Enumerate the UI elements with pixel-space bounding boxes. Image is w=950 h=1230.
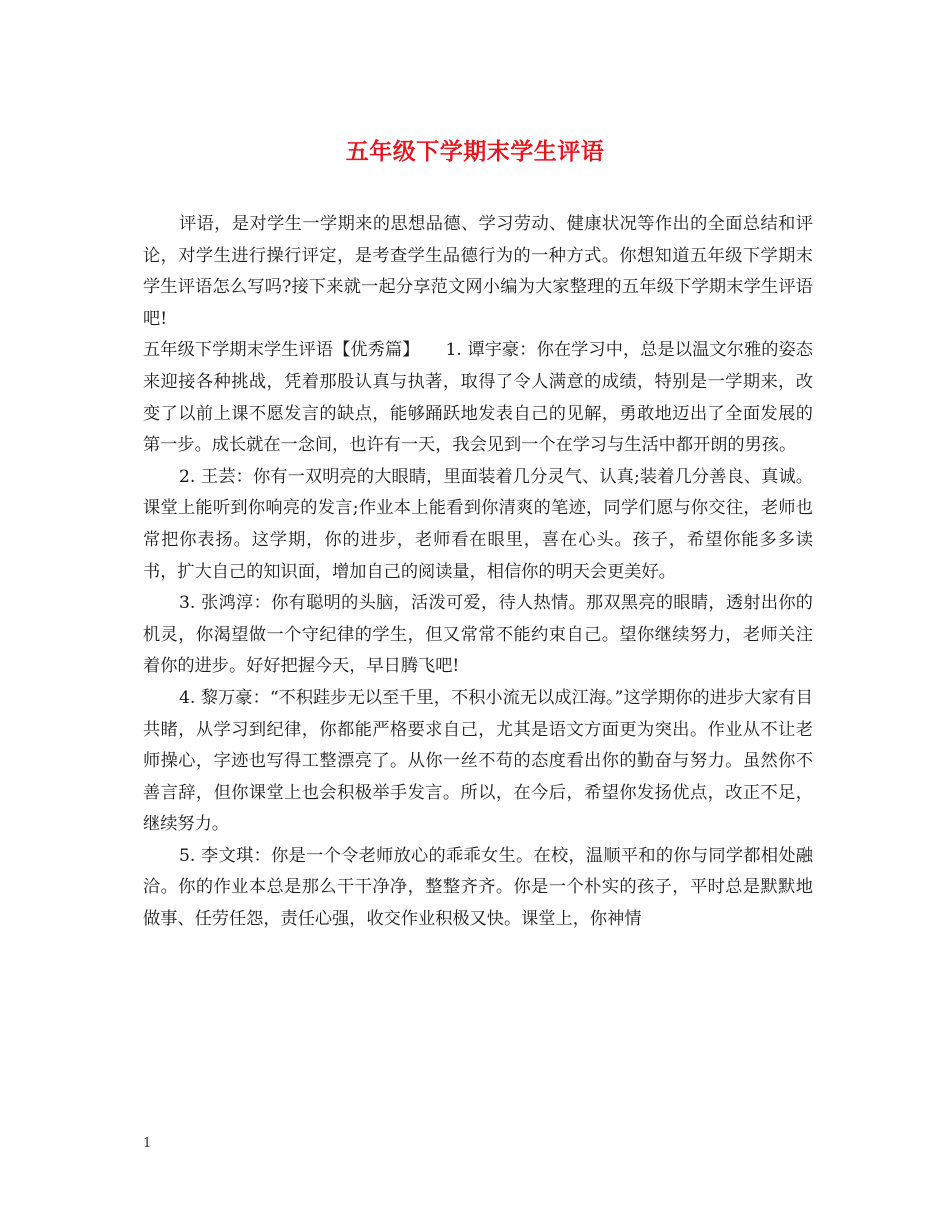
page-number: 1: [143, 1136, 152, 1151]
document-title: 五年级下学期末学生评语: [345, 138, 605, 165]
intro-paragraph: 评语，是对学生一学期来的思想品德、学习劳动、健康状况等作出的全面总结和评论，对学生进行操行评定，是考查学生品德行为的一种方式。你想知道五年级下学期末学生评语怎么写吗?接下来就一起分享范文网小编为大家整理的五年级下学期末学生评语吧!: [143, 214, 813, 329]
comment-paragraph-4: 4. 黎万豪：“不积跬步无以至千里，不积小流无以成江海。”这学期你的进步大家有目共睹，从学习到纪律，你都能严格要求自己，尤其是语文方面更为突出。作业从不让老师操心，字迹也写得工整漂亮了。从你一丝不苟的态度看出你的勤奋与努力。虽然你不善言辞，但你课堂上也会积极举手发言。所以，在今后，希望你发扬优点，改正不足，继续努力。: [143, 687, 813, 835]
comment-paragraph-2: 2. 王芸：你有一双明亮的大眼睛，里面装着几分灵气、认真;装着几分善良、真诚。课堂上能听到你响亮的发言;作业本上能看到你清爽的笔迹，同学们愿与你交往，老师也常把你表扬。这学期，你的进步，老师看在眼里，喜在心头。孩子，希望你能多多读书，扩大自己的知识面，增加自己的阅读量，相信你的明天会更美好。: [143, 466, 813, 582]
comment-paragraph-5: 5. 李文琪：你是一个令老师放心的乖乖女生。在校，温顺平和的你与同学都相处融洽。你的作业本总是那么干干净净，整整齐齐。你是一个朴实的孩子，平时总是默默地做事、任劳任怨，责任心强，收交作业积极又快。课堂上，你神情: [143, 845, 813, 930]
comment-paragraph-1: 五年级下学期末学生评语【优秀篇】 1. 谭宇豪：你在学习中，总是以温文尔雅的姿态来迎接各种挑战，凭着那股认真与执著，取得了令人满意的成绩，特别是一学期来，改变了以前上课不愿发言的缺点，能够踊跃地发表自己的见解，勇敢地迈出了全面发展的第一步。成长就在一念间，也许有一天，我会见到一个在学习与生活中都开朗的男孩。: [143, 340, 813, 456]
comment-paragraph-3: 3. 张鸿淳：你有聪明的头脑，活泼可爱，待人热情。那双黑亮的眼睛，透射出你的机灵，你渴望做一个守纪律的学生，但又常常不能约束自己。望你继续努力，老师关注着你的进步。好好把握今天，早日腾飞吧!: [143, 593, 813, 677]
document-body: [143, 209, 813, 936]
